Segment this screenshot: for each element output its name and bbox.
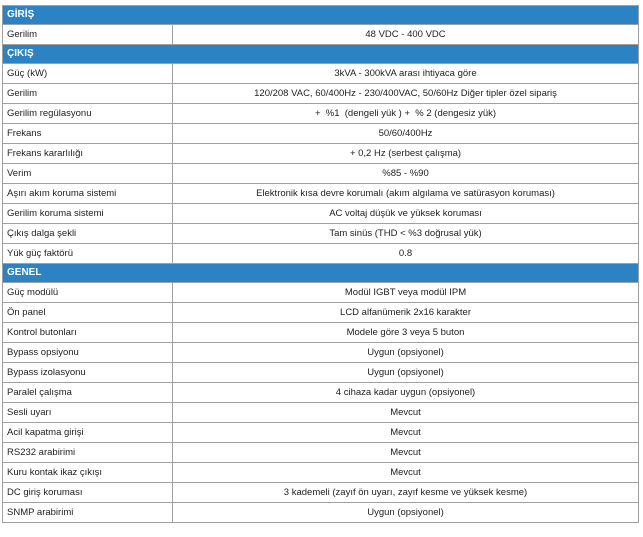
spec-table-container — [2, 5, 638, 523]
section-header-cikis — [3, 45, 639, 64]
row-label: Gerilim koruma sistemi — [3, 204, 173, 224]
spec-table — [2, 5, 639, 523]
row-value: Uygun (opsiyonel) — [173, 503, 639, 523]
section-header-genel — [3, 264, 639, 283]
row-value: + %1 (dengeli yük ) + % 2 (dengesiz yük) — [173, 104, 639, 124]
table-row — [3, 423, 639, 443]
row-value: 3 kademeli (zayıf ön uyarı, zayıf kesme ve yüksek kesme) — [173, 483, 639, 503]
row-value: Mevcut — [173, 423, 639, 443]
table-row — [3, 84, 639, 104]
row-label: Paralel çalışma — [3, 383, 173, 403]
row-value: Elektronik kısa devre korumalı (akım algılama ve satürasyon koruması) — [173, 184, 639, 204]
row-label: RS232 arabirimi — [3, 443, 173, 463]
row-label: Kontrol butonları — [3, 323, 173, 343]
table-row — [3, 323, 639, 343]
table-row — [3, 403, 639, 423]
section-title: GENEL — [3, 264, 639, 283]
table-row — [3, 204, 639, 224]
row-label: Gerilim — [3, 25, 173, 45]
table-row — [3, 363, 639, 383]
row-value: 50/60/400Hz — [173, 124, 639, 144]
row-label: Ön panel — [3, 303, 173, 323]
row-value: + 0,2 Hz (serbest çalışma) — [173, 144, 639, 164]
table-row — [3, 144, 639, 164]
row-label: Çıkış dalga şekli — [3, 224, 173, 244]
row-label: SNMP arabirimi — [3, 503, 173, 523]
section-title: ÇIKIŞ — [3, 45, 639, 64]
row-value: Uygun (opsiyonel) — [173, 363, 639, 383]
table-row — [3, 184, 639, 204]
row-label: Gerilim regülasyonu — [3, 104, 173, 124]
row-label: Bypass izolasyonu — [3, 363, 173, 383]
row-label: Frekans — [3, 124, 173, 144]
row-value: Mevcut — [173, 443, 639, 463]
table-row — [3, 483, 639, 503]
table-row — [3, 383, 639, 403]
row-label: Sesli uyarı — [3, 403, 173, 423]
table-row — [3, 463, 639, 483]
table-row — [3, 283, 639, 303]
row-label: Acil kapatma girişi — [3, 423, 173, 443]
spec-table-body — [3, 6, 639, 523]
table-row — [3, 25, 639, 45]
row-label: DC giriş koruması — [3, 483, 173, 503]
table-row — [3, 164, 639, 184]
row-value: LCD alfanümerik 2x16 karakter — [173, 303, 639, 323]
row-value: 48 VDC - 400 VDC — [173, 25, 639, 45]
row-value: 4 cihaza kadar uygun (opsiyonel) — [173, 383, 639, 403]
row-value: AC voltaj düşük ve yüksek koruması — [173, 204, 639, 224]
row-label: Güç (kW) — [3, 64, 173, 84]
row-label: Yük güç faktörü — [3, 244, 173, 264]
table-row — [3, 443, 639, 463]
table-row — [3, 244, 639, 264]
table-row — [3, 224, 639, 244]
section-title: GİRİŞ — [3, 6, 639, 25]
table-row — [3, 104, 639, 124]
row-value: Uygun (opsiyonel) — [173, 343, 639, 363]
table-row — [3, 503, 639, 523]
section-header-giris — [3, 6, 639, 25]
row-label: Kuru kontak ikaz çıkışı — [3, 463, 173, 483]
row-label: Verim — [3, 164, 173, 184]
row-value: %85 - %90 — [173, 164, 639, 184]
row-label: Güç modülü — [3, 283, 173, 303]
row-value: 3kVA - 300kVA arası ihtiyaca göre — [173, 64, 639, 84]
table-row — [3, 303, 639, 323]
row-label: Aşırı akım koruma sistemi — [3, 184, 173, 204]
row-value: 0.8 — [173, 244, 639, 264]
row-label: Bypass opsiyonu — [3, 343, 173, 363]
row-value: Modele göre 3 veya 5 buton — [173, 323, 639, 343]
row-label: Gerilim — [3, 84, 173, 104]
row-value: Tam sinüs (THD < %3 doğrusal yük) — [173, 224, 639, 244]
table-row — [3, 124, 639, 144]
row-value: Mevcut — [173, 463, 639, 483]
table-row — [3, 343, 639, 363]
table-row — [3, 64, 639, 84]
row-label: Frekans kararlılığı — [3, 144, 173, 164]
row-value: 120/208 VAC, 60/400Hz - 230/400VAC, 50/60Hz Diğer tipler özel sipariş — [173, 84, 639, 104]
row-value: Mevcut — [173, 403, 639, 423]
row-value: Modül IGBT veya modül IPM — [173, 283, 639, 303]
